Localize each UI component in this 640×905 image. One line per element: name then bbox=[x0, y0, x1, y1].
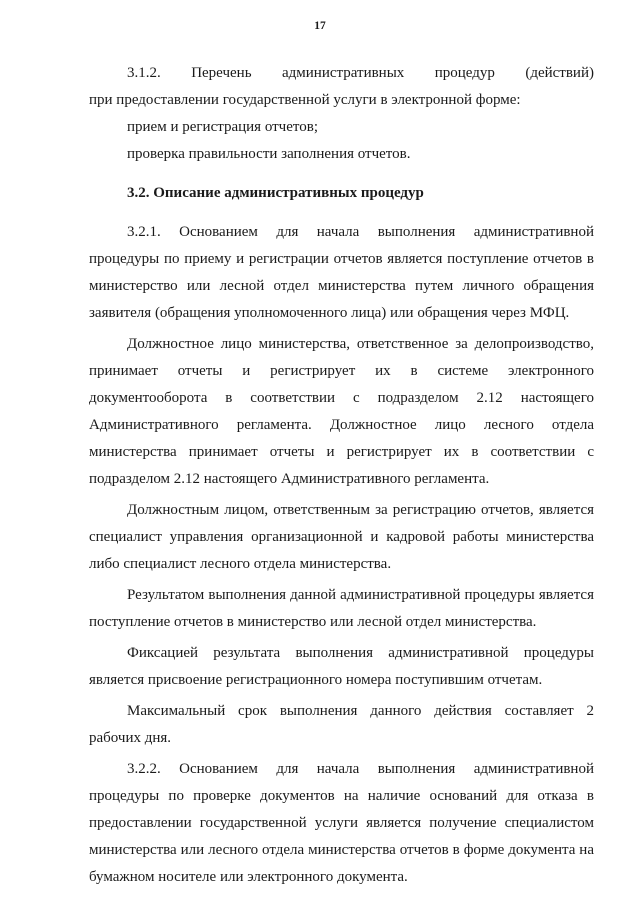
heading-word: процедур bbox=[434, 65, 495, 81]
paragraph: Должностным лицом, ответственным за регистрацию отчетов, является специалист управления организационной и кадровой работы министерства либо специалист лесного отдела министерства. bbox=[89, 502, 594, 572]
section-heading: 3.2. Описание административных процедур bbox=[127, 185, 424, 201]
page-number: 17 bbox=[314, 20, 326, 32]
list-item: проверка правильности заполнения отчетов. bbox=[127, 146, 411, 162]
paragraph: 3.2.2. Основанием для начала выполнения административной процедуры по проверке документов на наличие оснований для отказа в предоставлении государственной услуги является получение специалистом министерства или лесного отдела министерства отчетов в форме документа на бумажном носителе или электронного документа. bbox=[89, 761, 594, 885]
paragraph: Фиксацией результата выполнения административной процедуры является присвоение регистрационного номера поступившим отчетам. bbox=[89, 645, 594, 688]
page-body bbox=[89, 60, 594, 891]
paragraph: Должностное лицо министерства, ответственное за делопроизводство, принимает отчеты и регистрирует их в системе электронного документооборота в соответствии с подразделом 2.12 настоящего Административного регламента. Должностное лицо лесного отдела министерства принимает отчеты и регистрирует их в соответствии с подразделом 2.12 настоящего Административного регламента. bbox=[89, 336, 594, 487]
heading-word: административных bbox=[281, 65, 405, 81]
paragraph: Максимальный срок выполнения данного действия составляет 2 рабочих дня. bbox=[89, 703, 594, 746]
paragraph: Результатом выполнения данной административной процедуры является поступление отчетов в министерство или лесной отдел министерства. bbox=[89, 587, 594, 630]
list-item: прием и регистрация отчетов; bbox=[127, 119, 318, 135]
heading-word: 3.1.2. bbox=[127, 65, 161, 81]
section-3-1-2-heading bbox=[89, 60, 594, 87]
paragraph: 3.2.1. Основанием для начала выполнения административной процедуры по приему и регистрации отчетов является поступление отчетов в министерство или лесной отдел министерства путем личного обращения заявителя (обращения уполномоченного лица) или обращения через МФЦ. bbox=[89, 224, 594, 321]
heading-word: (действий) bbox=[525, 65, 594, 81]
heading-word: Перечень bbox=[191, 65, 252, 81]
section-3-1-2-continuation: при предоставлении государственной услуги в электронной форме: bbox=[89, 92, 521, 108]
